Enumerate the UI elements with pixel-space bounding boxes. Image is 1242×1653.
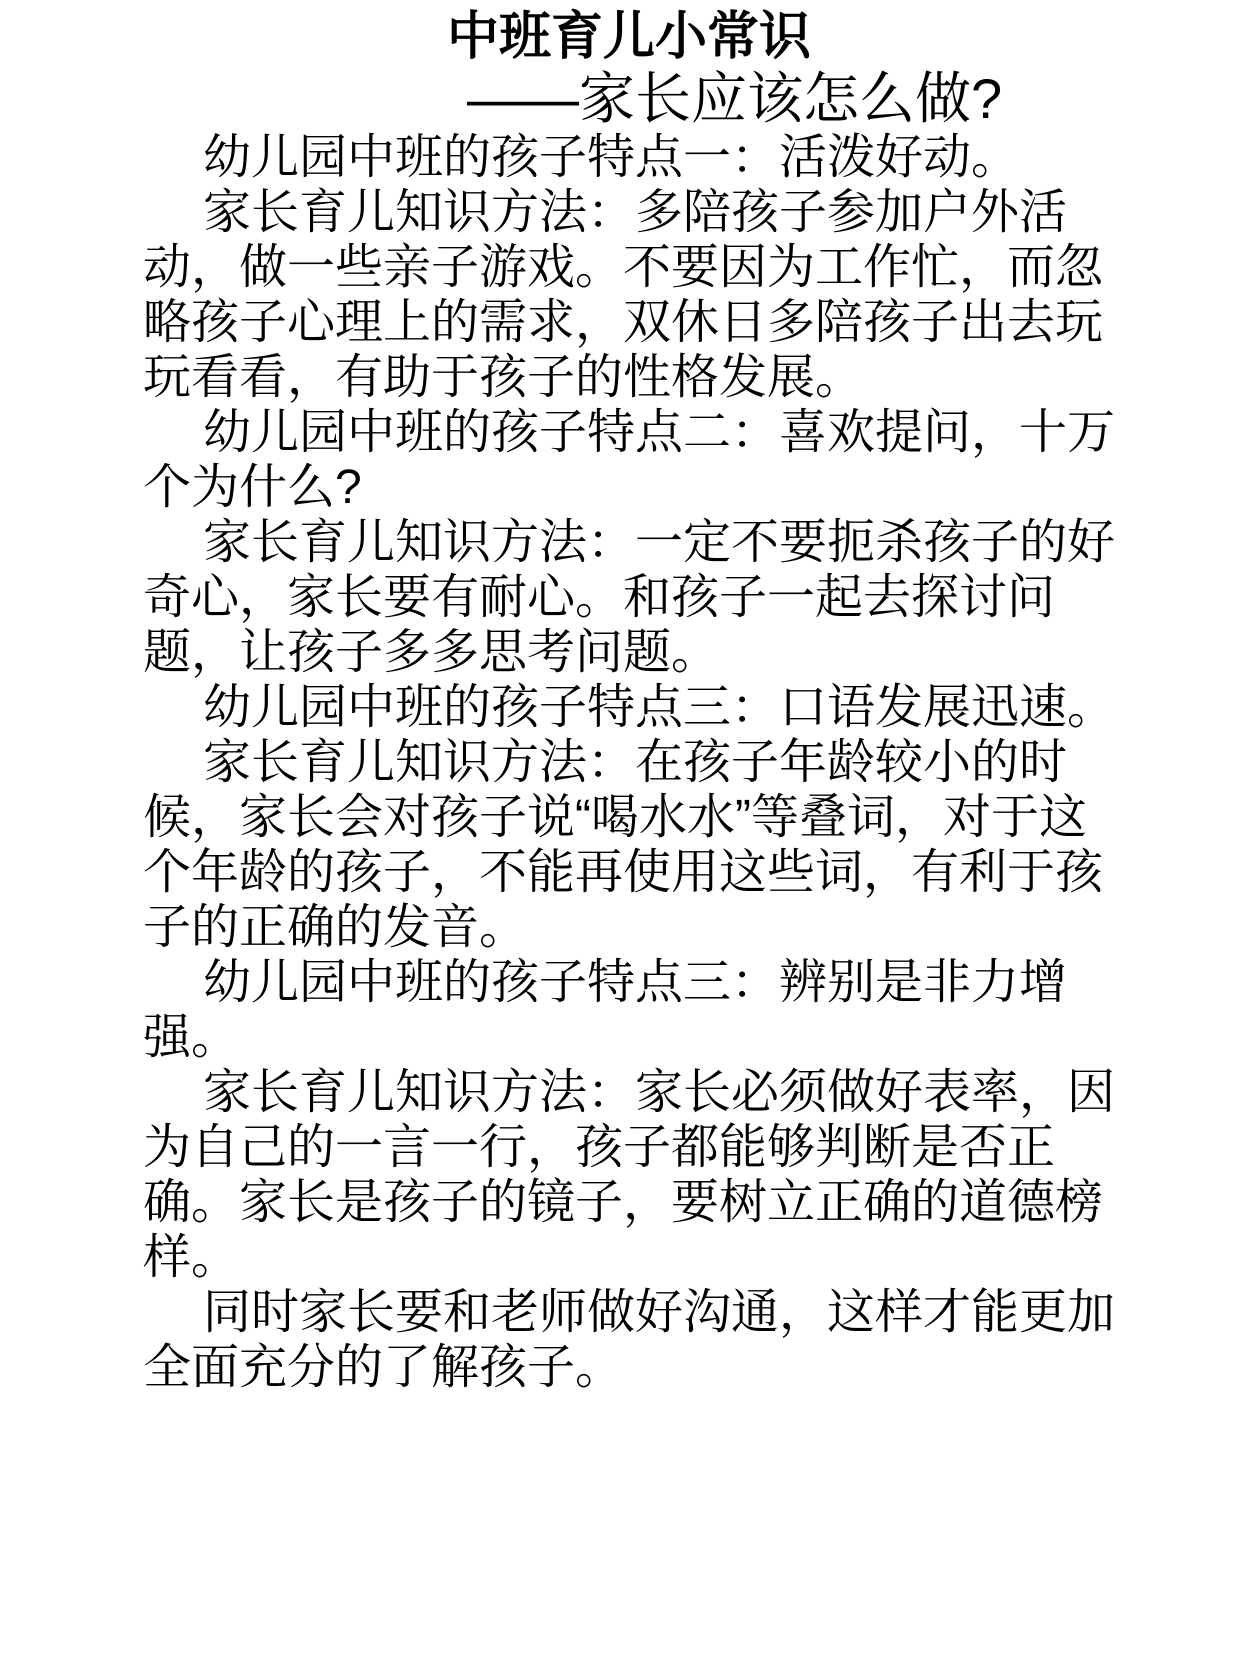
document-body — [143, 130, 1115, 1395]
paragraph-method-2: 家长育儿知识方法：一定不要扼杀孩子的好奇心，家长要有耐心。和孩子一起去探讨问题，让孩子多多思考问题。 — [143, 516, 1116, 679]
paragraph-method-4: 家长育儿知识方法：家长必须做好表率，因为自己的一言一行，孩子都能够判断是否正确。家长是孩子的镜子，要树立正确的道德榜样。 — [143, 1066, 1116, 1284]
page-title: 中班育儿小常识 — [446, 8, 811, 66]
paragraph-feature-3: 幼儿园中班的孩子特点三：口语发展迅速。 — [203, 681, 1116, 734]
paragraph-closing: 同时家长要和老师做好沟通，这样才能更加全面充分的了解孩子。 — [143, 1286, 1116, 1394]
page-subtitle: ——家长应该怎么做? — [467, 67, 1003, 130]
paragraph-feature-1: 幼儿园中班的孩子特点一：活泼好动。 — [203, 131, 1020, 184]
paragraph-method-1: 家长育儿知识方法：多陪孩子参加户外活动，做一些亲子游戏。不要因为工作忙，而忽略孩子心理上的需求，双休日多陪孩子出去玩玩看看，有助于孩子的性格发展。 — [143, 186, 1104, 404]
paragraph-feature-2: 幼儿园中班的孩子特点二：喜欢提问，十万个为什么? — [143, 406, 1116, 514]
paragraph-method-3: 家长育儿知识方法：在孩子年龄较小的时候，家长会对孩子说“喝水水”等叠词，对于这个年龄的孩子，不能再使用这些词，有利于孩子的正确的发音。 — [143, 736, 1104, 954]
paragraph-feature-4: 幼儿园中班的孩子特点三：辨别是非力增强。 — [143, 956, 1068, 1064]
